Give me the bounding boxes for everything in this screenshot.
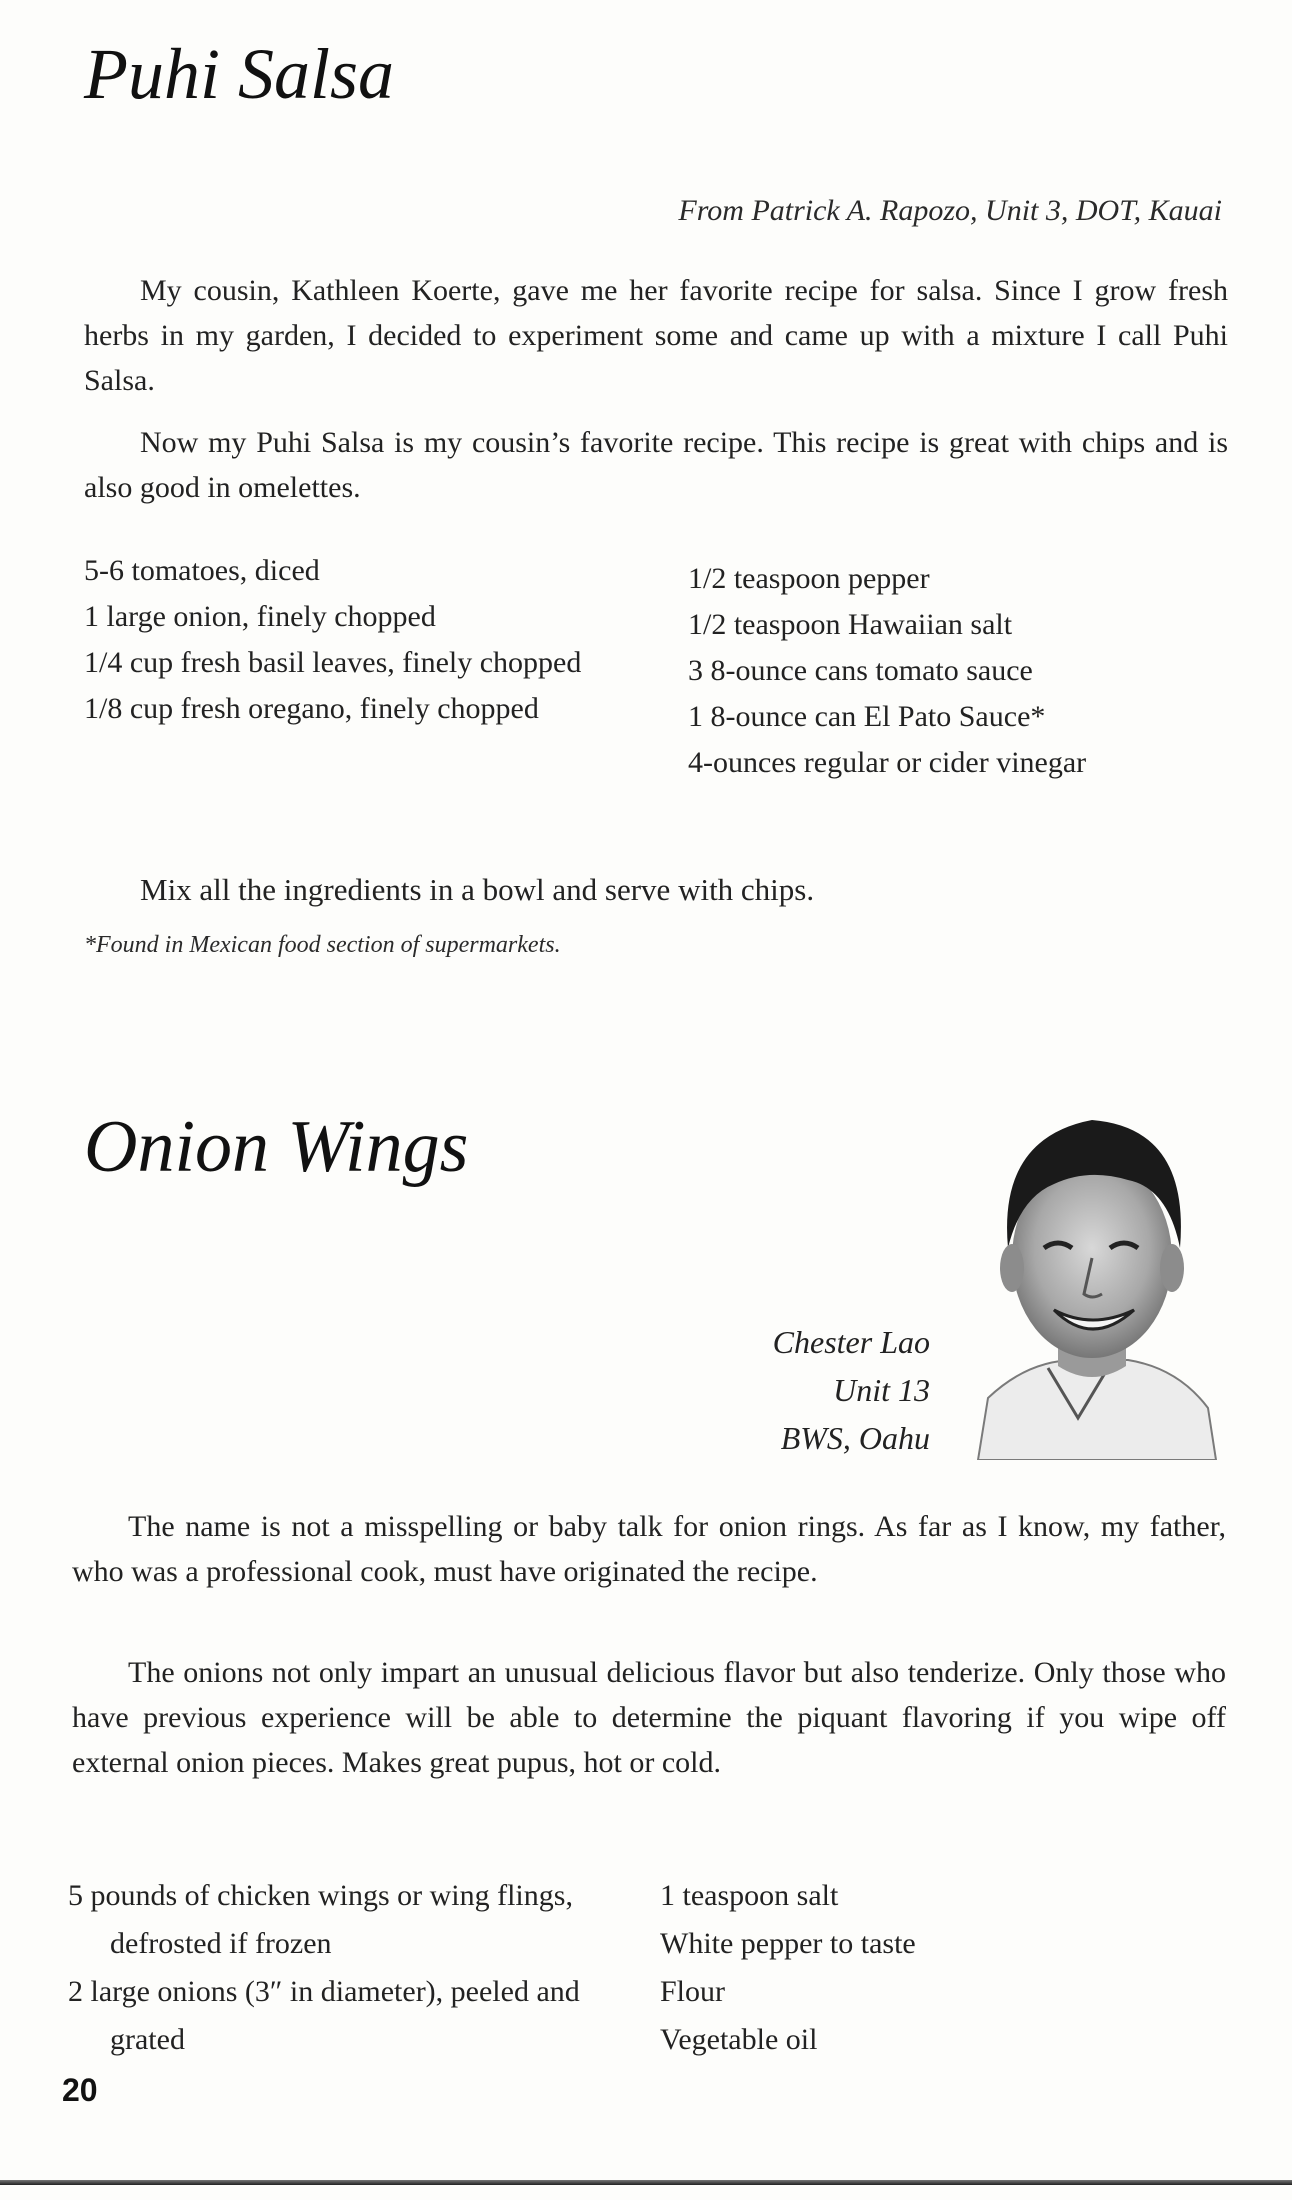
ingredient-item: 1 8-ounce can El Pato Sauce*	[688, 700, 1046, 733]
ingredient-item: 3 8-ounce cans tomato sauce	[688, 654, 1033, 687]
ingredients-left-column	[84, 548, 604, 732]
ingredient-item: 1 large onion, finely chopped	[84, 600, 436, 633]
recipe-instructions: Mix all the ingredients in a bowl and serve with chips.	[140, 872, 815, 907]
ingredient-item: 2 large onions (3″ in diameter), peeled and grated	[68, 1975, 580, 2056]
recipe-title-puhi-salsa: Puhi Salsa	[84, 34, 395, 114]
ingredient-item: Vegetable oil	[660, 2023, 818, 2056]
ingredient-item: 4-ounces regular or cider vinegar	[688, 746, 1087, 779]
contributor-photo	[958, 1098, 1220, 1460]
intro-paragraph-1: The name is not a misspelling or baby talk for onion rings. As far as I know, my father, who was a professional cook, must have originated the recipe.	[72, 1510, 1226, 1588]
ingredient-item: White pepper to taste	[660, 1927, 916, 1960]
ingredient-item: 1/2 teaspoon pepper	[688, 562, 930, 595]
contributor-name: Chester Lao	[772, 1324, 930, 1360]
recipe-credit: From Patrick A. Rapozo, Unit 3, DOT, Kauai	[678, 194, 1222, 227]
ingredients-right-column	[688, 556, 1248, 786]
contributor-unit: Unit 13	[833, 1372, 930, 1408]
intro-paragraph-2: Now my Puhi Salsa is my cousin’s favorite recipe. This recipe is great with chips and is also good in omelettes.	[84, 426, 1228, 504]
ingredient-item: 1 teaspoon salt	[660, 1879, 839, 1912]
ingredients-left-column	[68, 1872, 628, 2064]
ingredient-item: 5 pounds of chicken wings or wing flings, defrosted if frozen	[68, 1879, 573, 1960]
ingredient-item: Flour	[660, 1975, 726, 2008]
intro-paragraph-2: The onions not only impart an unusual delicious flavor but also tenderize. Only those who have previous experience will be able to determine the piquant flavoring if you wipe off external onion pieces. Makes great pupus, hot or cold.	[72, 1656, 1226, 1779]
recipe-footnote: *Found in Mexican food section of supermarkets.	[84, 932, 561, 958]
ingredient-item: 1/2 teaspoon Hawaiian salt	[688, 608, 1013, 641]
contributor-signature	[700, 1318, 930, 1462]
page-number: 20	[62, 2072, 98, 2108]
recipe-title-onion-wings: Onion Wings	[84, 1106, 469, 1188]
intro-paragraph-1: My cousin, Kathleen Koerte, gave me her favorite recipe for salsa. Since I grow fresh herbs in my garden, I decided to experiment some and came up with a mixture I call Puhi Salsa.	[84, 274, 1228, 397]
ingredients-right-column	[660, 1872, 1220, 2064]
ingredient-item: 5-6 tomatoes, diced	[84, 554, 320, 587]
ingredient-item: 1/4 cup fresh basil leaves, finely chopped	[84, 646, 582, 679]
bottom-rule	[0, 2180, 1292, 2185]
ingredient-item: 1/8 cup fresh oregano, finely chopped	[84, 692, 539, 725]
contributor-org: BWS, Oahu	[780, 1420, 930, 1456]
